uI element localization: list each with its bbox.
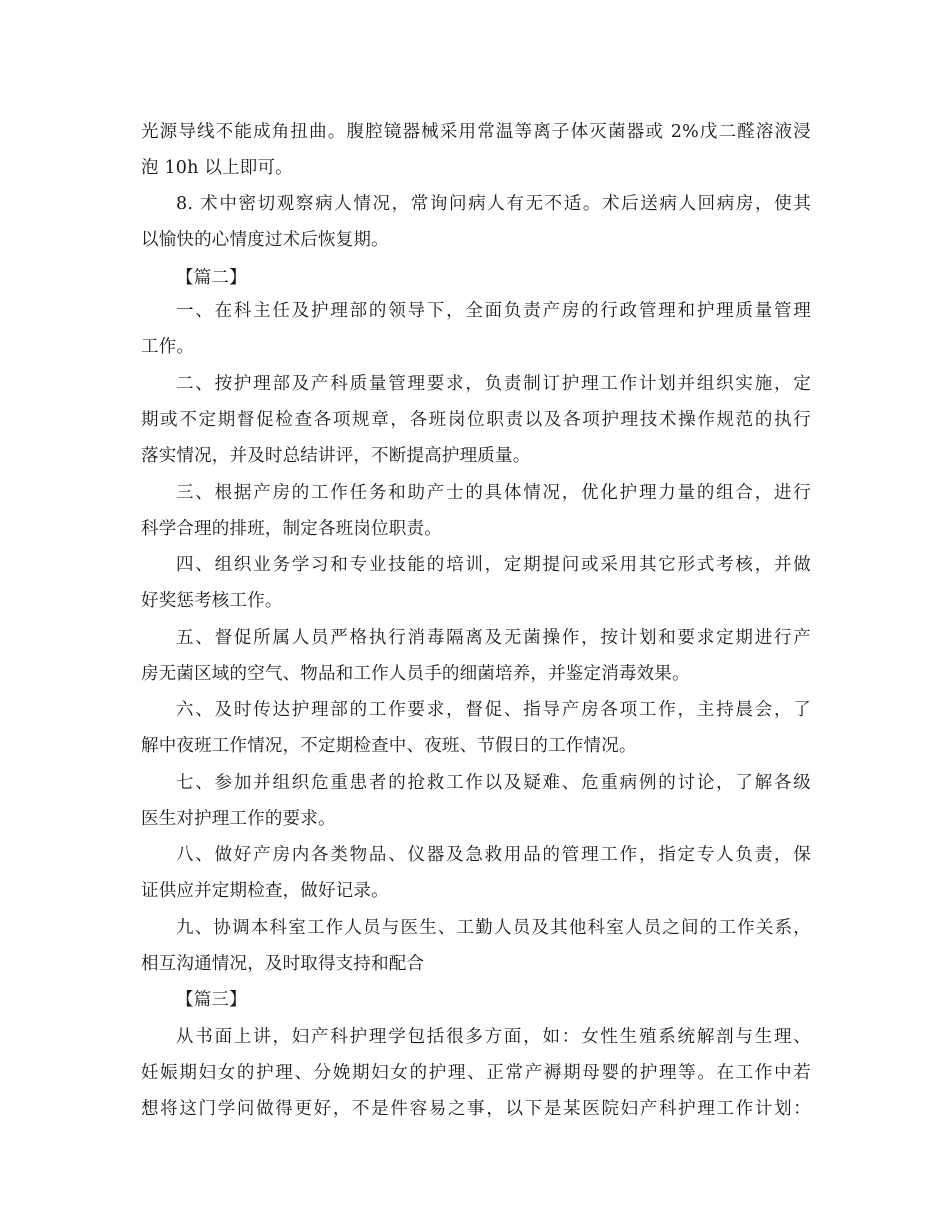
paragraph-line: 以愉快的心情度过术后恢复期。	[141, 230, 389, 250]
paragraph-line: 房无菌区域的空气、物品和工作人员手的细菌培养，并鉴定消毒效果。	[141, 664, 690, 684]
paragraph-line: 8. 术中密切观察病人情况，常询问病人有无不适。术后送病人回病房，使其	[176, 194, 811, 214]
paragraph-line: 科学合理的排班，制定各班岗位职责。	[141, 519, 442, 539]
paragraph-line: 证供应并定期检查，做好记录。	[141, 881, 389, 901]
paragraph-line: 三、根据产房的工作任务和助产士的具体情况，优化护理力量的组合，进行	[176, 483, 811, 503]
paragraph-line: 解中夜班工作情况，不定期检查中、夜班、节假日的工作情况。	[141, 736, 637, 756]
paragraph-line: 七、参加并组织危重患者的抢救工作以及疑难、危重病例的讨论，了解各级	[176, 773, 811, 793]
paragraph-line: 五、督促所属人员严格执行消毒隔离及无菌操作，按计划和要求定期进行产	[176, 628, 811, 648]
paragraph-line: 好奖惩考核工作。	[141, 591, 283, 611]
paragraph-line: 四、组织业务学习和专业技能的培训，定期提问或采用其它形式考核，并做	[176, 555, 811, 575]
paragraph-line: 落实情况，并及时总结讲评，不断提高护理质量。	[141, 446, 531, 466]
paragraph-line: 二、按护理部及产科质量管理要求，负责制订护理工作计划并组织实施，定	[176, 374, 811, 394]
paragraph-line: 期或不定期督促检查各项规章，各班岗位职责以及各项护理技术操作规范的执行	[141, 410, 811, 430]
paragraph-line: 妊娠期妇女的护理、分娩期妇女的护理、正常产褥期母婴的护理等。在工作中若	[141, 1063, 811, 1083]
paragraph-line: 想将这门学问做得更好，不是件容易之事，以下是某医院妇产科护理工作计划：	[141, 1099, 811, 1119]
paragraph-line: 工作。	[141, 337, 195, 357]
paragraph-line: 医生对护理工作的要求。	[141, 809, 336, 829]
paragraph-line: 泡 10h 以上即可。	[141, 158, 293, 178]
paragraph-line: 【篇二】	[176, 268, 247, 288]
paragraph-line: 光源导线不能成角扭曲。腹腔镜器械采用常温等离子体灭菌器或 2%戊二醛溶液浸	[141, 122, 811, 142]
paragraph-line: 相互沟通情况，及时取得支持和配合	[141, 954, 425, 974]
paragraph-line: 八、做好产房内各类物品、仪器及急救用品的管理工作，指定专人负责，保	[176, 845, 811, 865]
paragraph-line: 【篇三】	[176, 990, 247, 1010]
paragraph-line: 从书面上讲，妇产科护理学包括很多方面，如：女性生殖系统解剖与生理、	[176, 1027, 811, 1047]
paragraph-line: 一、在科主任及护理部的领导下，全面负责产房的行政管理和护理质量管理	[176, 301, 811, 321]
paragraph-line: 六、及时传达护理部的工作要求，督促、指导产房各项工作，主持晨会，了	[176, 700, 811, 720]
paragraph-line: 九、协调本科室工作人员与医生、工勤人员及其他科室人员之间的工作关系，	[176, 918, 811, 938]
